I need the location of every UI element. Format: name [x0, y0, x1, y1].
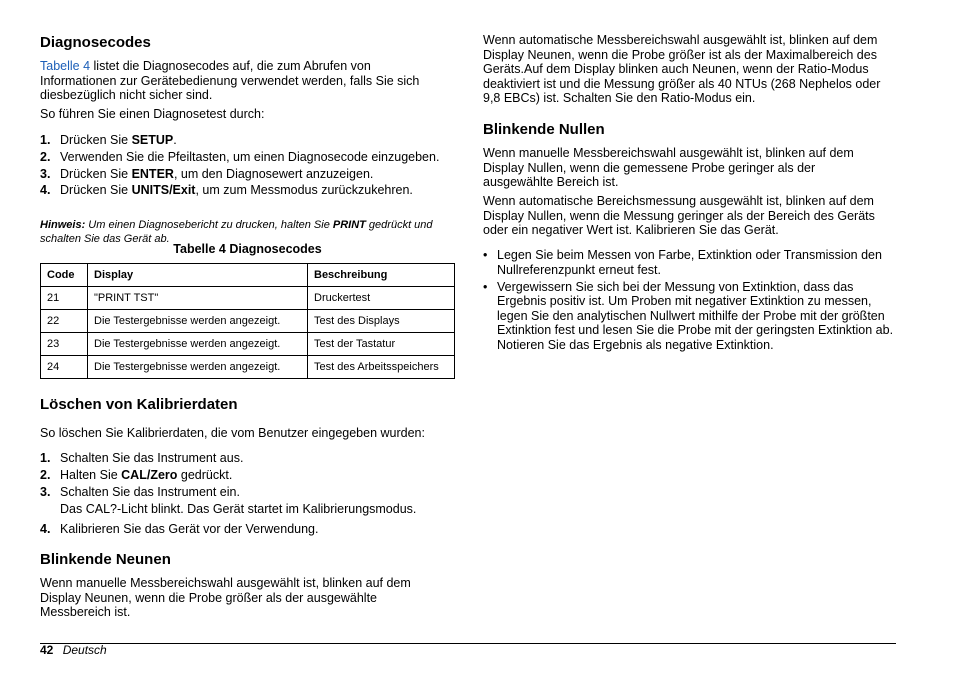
- table-caption: Tabelle 4 Diagnosecodes: [173, 242, 322, 256]
- diag-intro: [40, 59, 440, 103]
- kalib-step-note: Das CAL?-Licht blinkt. Das Gerät startet im Kalibrierungsmodus.: [60, 502, 417, 517]
- cell-display: "PRINT TST": [88, 287, 308, 310]
- footer: [40, 643, 107, 657]
- cell-code: 21: [41, 287, 88, 310]
- kalib-lead: So löschen Sie Kalibrierdaten, die vom Benutzer eingegeben wurden:: [40, 426, 425, 440]
- kalib-steps: [40, 451, 460, 539]
- diag-intro-text: listet die Diagnosecodes auf, die zum Abrufen von Informationen zur Gerätebedienung verwendet werden, falls Sie sich diesbezüglich nicht sicher sind.: [40, 59, 420, 103]
- cell-beschreibung: Druckertest: [308, 287, 455, 310]
- footer-rule: [40, 643, 896, 644]
- section-heading-kalibrierdaten: Löschen von Kalibrierdaten: [40, 396, 238, 413]
- cell-code: 23: [41, 333, 88, 356]
- bullet-item: • Legen Sie beim Messen von Farbe, Extinktion oder Transmission den Nullreferenzpunkt erneut fest.: [483, 248, 882, 277]
- kalib-step: 1. Schalten Sie das Instrument aus.: [40, 451, 244, 465]
- page-number: 42: [40, 643, 54, 657]
- diag-steps: [40, 133, 460, 200]
- bullet-item: • Vergewissern Sie sich bei der Messung von Extinktion, dass das Ergebnis positiv ist. Um Proben mit negativer Extinktion zu messen, legen Sie den analytischen Nullwert mithilfe der Probe mit der größten Extinktion fest und lesen Sie die Probe mit der geringsten Extinktion ab. Notieren Sie das Ergebnis als negative Extinktion.: [483, 279, 894, 353]
- bullet-icon: •: [483, 279, 488, 294]
- col-header-code: Code: [41, 264, 88, 287]
- table-row: [41, 356, 455, 379]
- nullen-p2: Wenn automatische Bereichsmessung ausgewählt ist, blinken auf dem Display Nullen, wenn die Messung geringer als der Bereich des Geräts oder ein negativer Wert ist. Kalibrieren Sie das Gerät.: [483, 194, 875, 238]
- section-heading-nullen: Blinkende Nullen: [483, 121, 605, 138]
- footer-language: Deutsch: [62, 643, 107, 657]
- section-heading-neunen: Blinkende Neunen: [40, 551, 171, 568]
- cell-display: Die Testergebnisse werden angezeigt.: [88, 333, 308, 356]
- table-row: [41, 310, 455, 333]
- kalib-step: 3. Schalten Sie das Instrument ein.: [40, 484, 240, 499]
- table-header-row: [41, 264, 455, 287]
- cell-code: 24: [41, 356, 88, 379]
- cell-code: 22: [41, 310, 88, 333]
- cell-beschreibung: Test des Displays: [308, 310, 455, 333]
- col-header-beschreibung: Beschreibung: [308, 264, 455, 287]
- diag-step: 1. Drücken Sie SETUP.: [40, 133, 177, 147]
- bullet-icon: •: [483, 248, 488, 262]
- kalib-step: 4. Kalibrieren Sie das Gerät vor der Verwendung.: [40, 521, 319, 536]
- diag-lead: So führen Sie einen Diagnosetest durch:: [40, 107, 265, 121]
- table-row: [41, 333, 455, 356]
- diag-step: 3. Drücken Sie ENTER, um den Diagnosewert anzuzeigen.: [40, 166, 374, 181]
- cell-display: Die Testergebnisse werden angezeigt.: [88, 356, 308, 379]
- diag-step: 4. Drücken Sie UNITS/Exit, um zum Messmodus zurückzukehren.: [40, 183, 413, 198]
- diagnose-table: [40, 263, 455, 379]
- cell-display: Die Testergebnisse werden angezeigt.: [88, 310, 308, 333]
- nullen-p1: Wenn manuelle Messbereichswahl ausgewählt ist, blinken auf dem Display Nullen, wenn die gemessene Probe geringer als der ausgewählte Bereich ist.: [483, 146, 854, 190]
- neunen-p1: Wenn manuelle Messbereichswahl ausgewählt ist, blinken auf dem Display Neunen, wenn die Probe größer als der ausgewählte Messbereich ist.: [40, 576, 411, 620]
- section-heading-diagnosecodes: Diagnosecodes: [40, 34, 151, 51]
- table-4-link[interactable]: Tabelle 4: [40, 59, 91, 73]
- table-row: [41, 287, 455, 310]
- col-header-display: Display: [88, 264, 308, 287]
- diag-step: 2. Verwenden Sie die Pfeiltasten, um einen Diagnosecode einzugeben.: [40, 149, 440, 164]
- cell-beschreibung: Test des Arbeitsspeichers: [308, 356, 455, 379]
- kalib-step: 2. Halten Sie CAL/Zero gedrückt.: [40, 467, 233, 482]
- neunen-p2: Wenn automatische Messbereichswahl ausgewählt ist, blinken auf dem Display Neunen, wenn die Probe größer ist als der Maximalbereich des Geräts.Auf dem Display blinken auch Neunen, wenn der Ratio-Modus deaktiviert ist und die Messung größer als 40 NTUs (268 Nephelos oder 9,8 EBCs) ist. Schalten Sie den Ratio-Modus ein.: [483, 33, 881, 106]
- cell-beschreibung: Test der Tastatur: [308, 333, 455, 356]
- diag-note: Hinweis: Um einen Diagnosebericht zu drucken, halten Sie PRINT gedrückt und schalten Sie das Gerät ab.: [40, 219, 433, 245]
- nullen-bullets: [483, 248, 897, 355]
